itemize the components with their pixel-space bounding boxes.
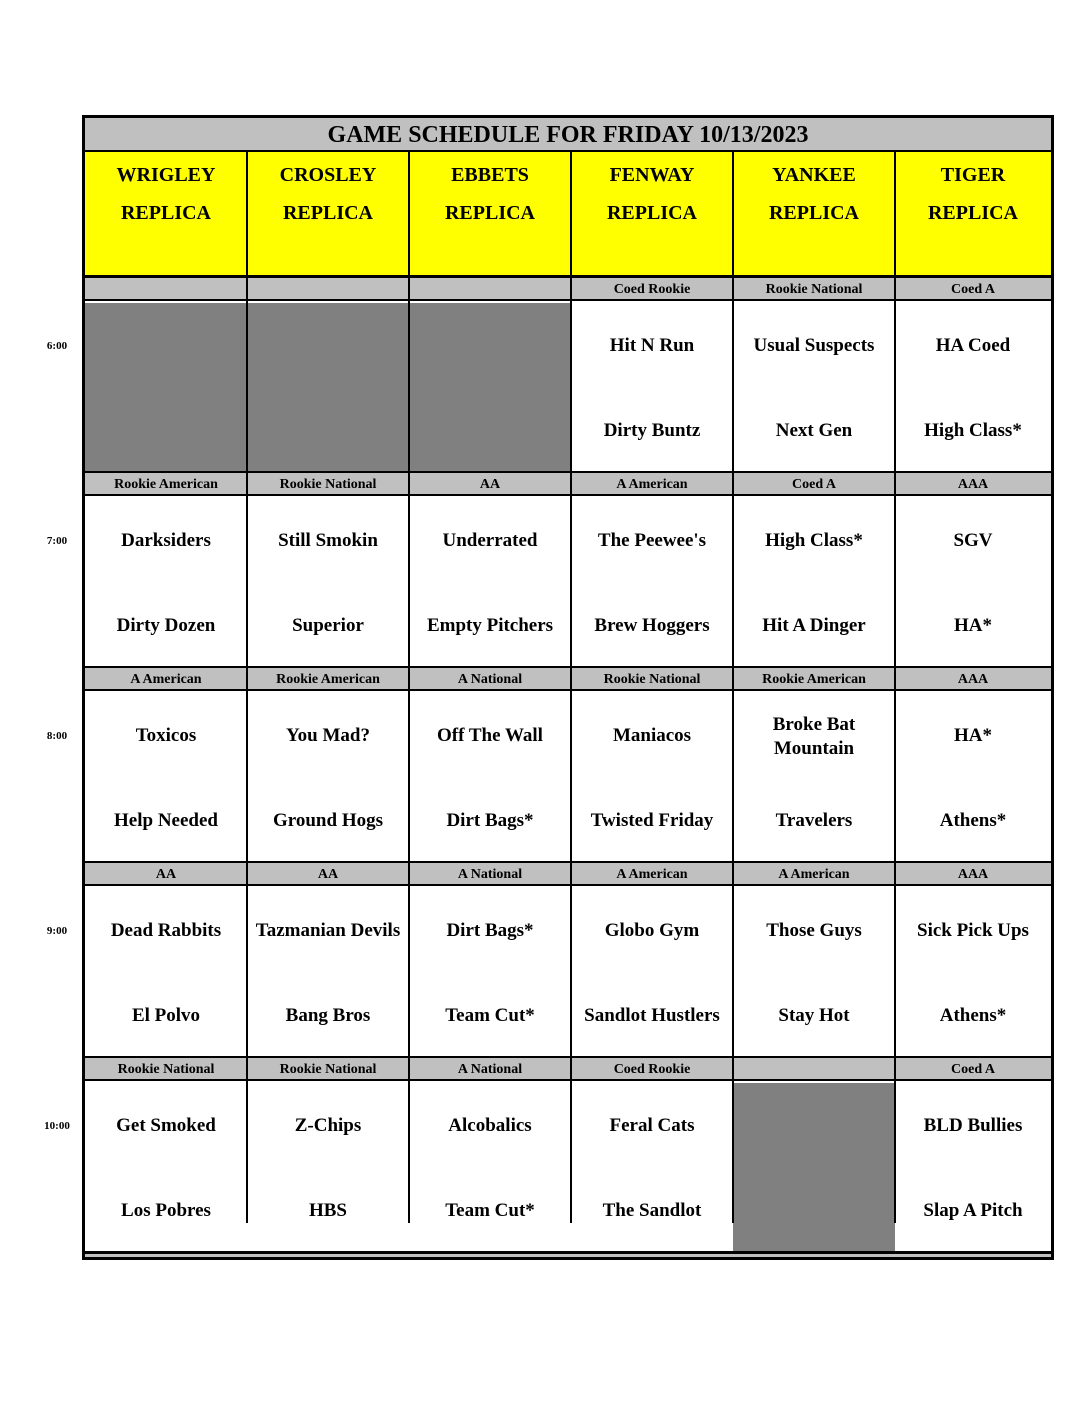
away-team: Toxicos	[135, 725, 197, 746]
division-label: A American	[571, 473, 733, 496]
game-cell	[733, 498, 895, 668]
field-subtitle: REPLICA	[927, 202, 1018, 224]
game-cell	[409, 888, 571, 1058]
home-team: Team Cut*	[445, 1005, 535, 1026]
empty-slot	[247, 303, 409, 473]
division-label: A National	[409, 863, 571, 886]
game-cell	[733, 888, 895, 1058]
home-team: High Class*	[924, 420, 1022, 441]
home-team: Empty Pitchers	[426, 615, 554, 636]
division-label	[409, 278, 571, 301]
field-name: EBBETS	[451, 164, 529, 186]
game-cell	[733, 303, 895, 473]
home-team: Ground Hogs	[273, 810, 383, 831]
division-label: A National	[409, 1058, 571, 1081]
home-team: Dirt Bags*	[446, 810, 534, 831]
away-team: Z-Chips	[294, 1115, 362, 1136]
away-team: Globo Gym	[604, 920, 700, 941]
division-label: Coed A	[895, 1058, 1051, 1081]
home-team: Dirty Dozen	[116, 615, 216, 636]
home-team: HA*	[954, 615, 992, 636]
home-team: Bang Bros	[285, 1005, 371, 1026]
column-divider	[408, 152, 410, 1223]
away-team: Sick Pick Ups	[917, 920, 1029, 941]
division-label	[733, 1058, 895, 1081]
division-label	[247, 278, 409, 301]
empty-slot	[733, 1083, 895, 1253]
away-team: Underrated	[442, 530, 538, 551]
away-team: Still Smokin	[278, 530, 378, 551]
empty-slot	[409, 303, 571, 473]
column-divider	[570, 152, 572, 1223]
game-cell	[247, 888, 409, 1058]
division-label: AAA	[895, 473, 1051, 496]
column-divider	[246, 152, 248, 1223]
home-team: Next Gen	[775, 420, 853, 441]
time-label: 9:00	[46, 925, 68, 937]
home-team: Slap A Pitch	[923, 1200, 1023, 1221]
division-label: Rookie National	[733, 278, 895, 301]
game-cell	[895, 693, 1051, 863]
field-header-crosley	[247, 152, 409, 278]
division-label: AA	[85, 863, 247, 886]
away-team: Those Guys	[766, 920, 862, 941]
game-cell	[409, 693, 571, 863]
away-team: HA*	[954, 725, 992, 746]
away-team: Broke Bat Mountain	[772, 714, 856, 759]
game-cell	[895, 888, 1051, 1058]
home-team: HBS	[308, 1200, 348, 1221]
division-label: AA	[247, 863, 409, 886]
away-team: Usual Suspects	[753, 335, 875, 356]
away-team: HA Coed	[935, 335, 1011, 356]
game-cell	[571, 498, 733, 668]
column-divider	[732, 152, 734, 1223]
away-team: Alcobalics	[448, 1115, 532, 1136]
home-team: The Sandlot	[602, 1200, 702, 1221]
away-team: Tazmanian Devils	[255, 920, 401, 941]
game-cell	[85, 1083, 247, 1253]
game-cell	[247, 498, 409, 668]
game-cell	[571, 1083, 733, 1253]
row-divider	[85, 1251, 1051, 1254]
away-team: SGV	[953, 530, 993, 551]
game-cell	[85, 693, 247, 863]
away-team: High Class*	[765, 530, 863, 551]
field-subtitle: REPLICA	[282, 202, 373, 224]
division-label: A American	[85, 668, 247, 691]
away-team: Darksiders	[121, 530, 211, 551]
game-cell	[895, 303, 1051, 473]
home-team: Team Cut*	[445, 1200, 535, 1221]
time-label: 7:00	[46, 535, 68, 547]
game-cell	[409, 498, 571, 668]
home-team: El Polvo	[131, 1005, 201, 1026]
home-team: Superior	[292, 615, 364, 636]
division-label: AAA	[895, 668, 1051, 691]
game-cell	[733, 693, 895, 863]
home-team: Los Pobres	[121, 1200, 211, 1221]
division-label: Rookie National	[247, 473, 409, 496]
away-team: Dirt Bags*	[446, 920, 534, 941]
game-cell	[895, 1083, 1051, 1253]
field-subtitle: REPLICA	[768, 202, 859, 224]
field-name: YANKEE	[772, 164, 856, 186]
division-label: AA	[409, 473, 571, 496]
division-label: AAA	[895, 863, 1051, 886]
division-label: Coed Rookie	[571, 1058, 733, 1081]
field-name: FENWAY	[609, 164, 695, 186]
away-team: BLD Bullies	[923, 1115, 1023, 1136]
division-label: A American	[571, 863, 733, 886]
home-team: Athens*	[939, 1005, 1007, 1026]
division-label: Rookie American	[85, 473, 247, 496]
field-name: WRIGLEY	[116, 164, 216, 186]
field-header-tiger	[895, 152, 1051, 278]
division-label: Rookie National	[571, 668, 733, 691]
game-cell	[409, 1083, 571, 1253]
home-team: Travelers	[775, 810, 853, 831]
schedule-table	[82, 115, 1054, 1260]
away-team: You Mad?	[286, 725, 370, 746]
away-team: The Peewee's	[597, 530, 707, 551]
away-team: Dead Rabbits	[110, 920, 222, 941]
game-cell	[571, 693, 733, 863]
home-team: Hit A Dinger	[762, 615, 866, 636]
away-team: Off The Wall	[437, 725, 543, 746]
away-team: Feral Cats	[609, 1115, 695, 1136]
away-team: Maniacos	[612, 725, 692, 746]
field-header-ebbets	[409, 152, 571, 278]
home-team: Stay Hot	[778, 1005, 850, 1026]
home-team: Help Needed	[114, 810, 218, 831]
division-label: Rookie National	[247, 1058, 409, 1081]
game-cell	[247, 1083, 409, 1253]
field-subtitle: REPLICA	[444, 202, 535, 224]
game-cell	[247, 693, 409, 863]
column-divider	[894, 152, 896, 1223]
division-label: A National	[409, 668, 571, 691]
time-label: 6:00	[46, 340, 68, 352]
game-cell	[571, 303, 733, 473]
game-cell	[85, 498, 247, 668]
division-label	[85, 278, 247, 301]
field-header-fenway	[571, 152, 733, 278]
division-label: Rookie American	[733, 668, 895, 691]
field-name: TIGER	[940, 164, 1006, 186]
field-header-yankee	[733, 152, 895, 278]
away-team: Hit N Run	[609, 335, 695, 356]
home-team: Dirty Buntz	[603, 420, 701, 441]
field-subtitle: REPLICA	[120, 202, 211, 224]
division-label: Coed A	[895, 278, 1051, 301]
schedule-title: GAME SCHEDULE FOR FRIDAY 10/13/2023	[85, 118, 1051, 152]
division-label: Coed A	[733, 473, 895, 496]
division-label: Coed Rookie	[571, 278, 733, 301]
game-cell	[85, 888, 247, 1058]
field-header-wrigley	[85, 152, 247, 278]
home-team: Sandlot Hustlers	[584, 1005, 720, 1026]
time-label: 10:00	[44, 1120, 70, 1132]
home-team: Athens*	[939, 810, 1007, 831]
away-team: Get Smoked	[116, 1115, 216, 1136]
division-label: Rookie National	[85, 1058, 247, 1081]
division-label: A American	[733, 863, 895, 886]
home-team: Twisted Friday	[590, 810, 714, 831]
time-label: 8:00	[46, 730, 68, 742]
game-cell	[895, 498, 1051, 668]
field-subtitle: REPLICA	[606, 202, 697, 224]
division-label: Rookie American	[247, 668, 409, 691]
game-cell	[571, 888, 733, 1058]
empty-slot	[85, 303, 247, 473]
field-name: CROSLEY	[279, 164, 377, 186]
home-team: Brew Hoggers	[594, 615, 710, 636]
